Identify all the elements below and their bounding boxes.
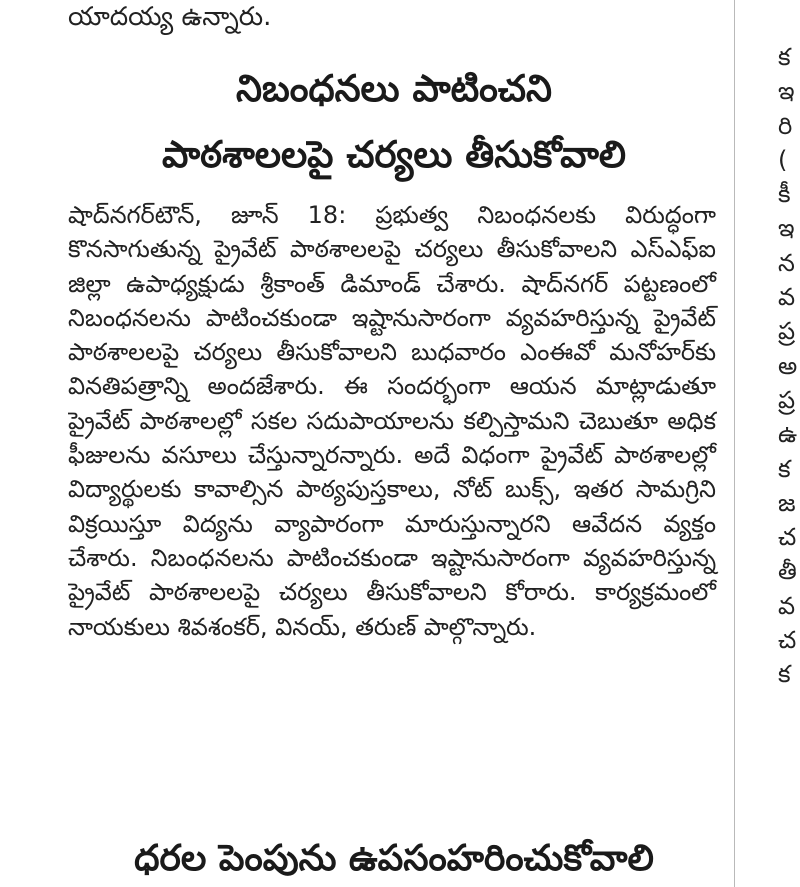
adjacent-fragment: చ — [778, 626, 797, 655]
adjacent-fragment: న — [778, 248, 795, 277]
adjacent-fragment: వ — [778, 283, 796, 312]
adjacent-fragment: జ — [778, 488, 796, 517]
adjacent-fragment: కీ — [778, 180, 791, 209]
adjacent-fragment: తీ — [778, 557, 797, 586]
next-article-headline: ధరల పెంపును ఉపసంహరించుకోవాలి — [134, 838, 654, 879]
adjacent-fragment: క — [778, 660, 791, 689]
adjacent-fragment: క — [778, 454, 791, 483]
adjacent-fragment: ఇ — [778, 214, 795, 243]
headline-line-1: నిబంధనలు పాటించని — [235, 67, 553, 110]
adjacent-fragment: చ — [778, 523, 797, 552]
adjacent-fragment: అ — [778, 351, 798, 380]
adjacent-fragment: ( — [778, 145, 788, 174]
headline-line-2: పాఠశాలలపై చర్యలు తీసుకోవాలి — [161, 133, 627, 176]
adjacent-fragment: రి — [778, 111, 793, 140]
adjacent-fragment: ఇ — [778, 77, 795, 106]
adjacent-column-fragments — [778, 40, 800, 887]
adjacent-fragment: ప్ర — [778, 385, 796, 414]
column-divider — [734, 0, 735, 887]
article-body-paragraph: షాద్‌నగర్‌టౌన్, జూన్ 18: ప్రభుత్వ నిబంధనలకు విరుద్ధంగా కొనసాగుతున్న ప్రైవేట్ పాఠశాలలపై చర్యలు తీసుకోవాలని ఎస్ఎఫ్ఐ జిల్లా ఉపాధ్యక్షుడు శ్రీకాంత్ డిమాండ్ చేశారు. షాద్‌నగర్ పట్టణంలో నిబంధనలను పాటించకుండా ఇష్టానుసారంగా వ్యవహరిస్తున్న ప్రైవేట్ పాఠశాలలపై చర్యలు తీసుకోవాలని బుధవారం ఎంఈవో మనోహర్‌కు వినతిపత్రాన్ని అందజేశారు. ఈ సందర్భంగా ఆయన మాట్లాడుతూ ప్రైవేట్ పాఠశాలల్లో సకల సదుపాయాలను కల్పిస్తామని చెబుతూ అధిక ఫీజులను వసూలు చేస్తున్నారన్నారు. అదే విధంగా ప్రైవేట్ పాఠశాలల్లో విద్యార్థులకు కావాల్సిన పాఠ్యపుస్తకాలు, నోట్ బుక్స్, ఇతర సామగ్రిని విక్రయిస్తూ విద్యను వ్యాపారంగా మారుస్తున్నారని ఆవేదన వ్యక్తం చేశారు. నిబంధనలను పాటించకుండా ఇష్టానుసారంగా వ్యవహరిస్తున్న ప్రైవేట్ పాఠశాలలపై చర్యలు తీసుకోవాలని కోరారు. కార్యక్రమంలో నాయకులు శివశంకర్, వినయ్, తరుణ్ పాల్గొన్నారు. — [68, 201, 716, 641]
adjacent-fragment: ఉ — [778, 420, 798, 449]
adjacent-fragment: వ — [778, 591, 796, 620]
main-article-column — [68, 0, 720, 887]
adjacent-fragment: ప్ర — [778, 317, 796, 346]
article-body — [68, 198, 716, 644]
previous-article-ending: యాదయ్య ఉన్నారు. — [68, 2, 272, 32]
adjacent-fragment: క — [778, 43, 791, 71]
